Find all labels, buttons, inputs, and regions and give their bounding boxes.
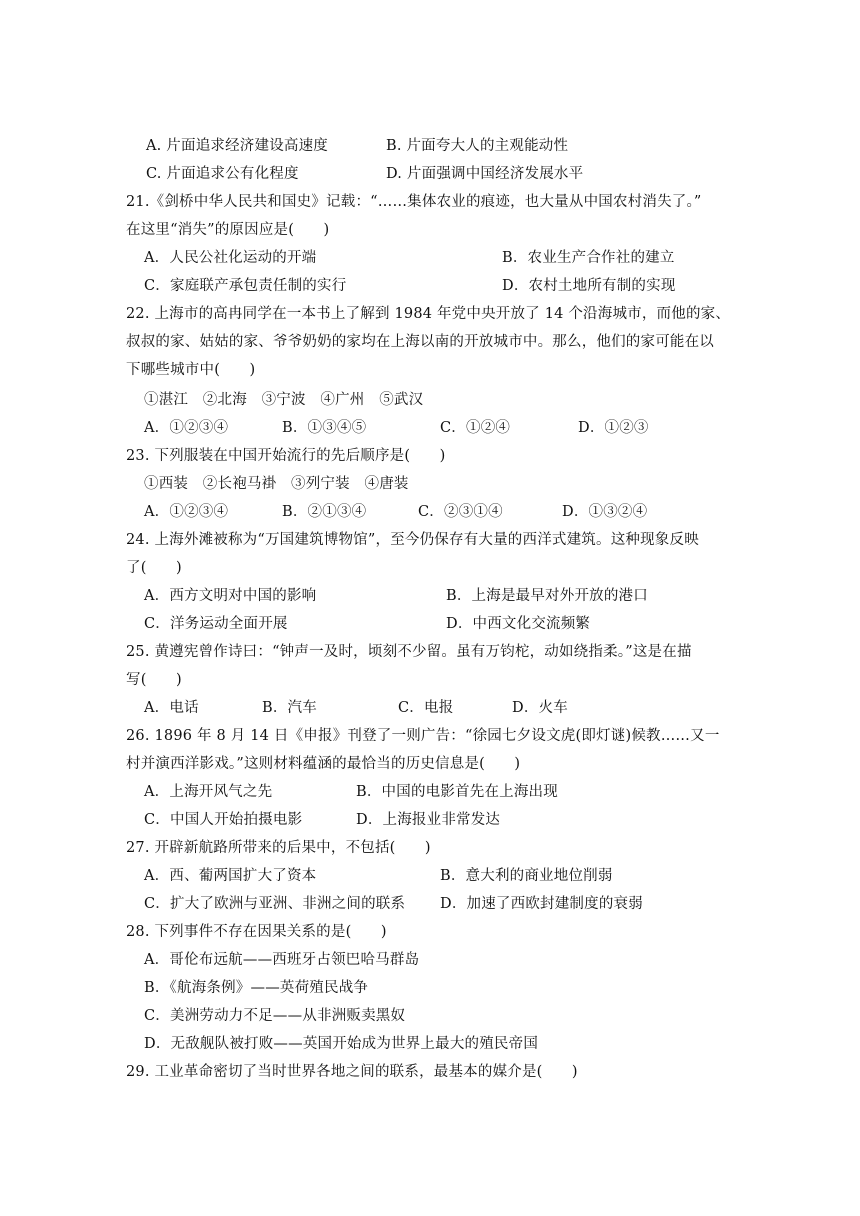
q20-option-b: B. 片面夸大人的主观能动性 <box>386 138 569 154</box>
q20-option-d: D. 片面强调中国经济发展水平 <box>386 166 584 182</box>
q20-option-c: C. 片面追求公有化程度 <box>146 166 299 182</box>
q23-stem-line1: 23. 下列服装在中国开始流行的先后顺序是( ) <box>126 448 446 464</box>
q21-stem-line1: 21.《剑桥中华人民共和国史》记载：“……集体农业的痕迹，也大量从中国农村消失了。” <box>126 194 702 210</box>
q25-stem-line1: 25. 黄遵宪曾作诗曰：“钟声一及时，顷刻不少留。虽有万钧柁，动如绕指柔。”这是在描 <box>126 644 692 660</box>
q22-option-b: B．①③④⑤ <box>282 420 367 436</box>
q24-stem-line1: 24. 上海外滩被称为“万国建筑博物馆”，至今仍保存有大量的西洋式建筑。这种现象反映 <box>126 532 699 548</box>
q25-option-b: B．汽车 <box>262 700 317 716</box>
q24-option-c: C．洋务运动全面开展 <box>144 616 288 632</box>
q28-option-b: B．《航海条例》——英荷殖民战争 <box>144 980 369 996</box>
q24-option-d: D．中西文化交流频繁 <box>446 616 591 632</box>
q28-option-d: D．无敌舰队被打败——英国开始成为世界上最大的殖民帝国 <box>144 1036 539 1052</box>
q23-items-text: ①西装 ②长袍马褂 ③列宁装 ④唐装 <box>144 476 409 492</box>
q25-option-d: D．火车 <box>512 700 568 716</box>
q26-option-d: D．上海报业非常发达 <box>356 812 501 828</box>
q23-option-c: C．②③①④ <box>418 504 503 520</box>
q23-option-b: B．②①③④ <box>282 504 367 520</box>
q23-option-d: D．①③②④ <box>562 504 648 520</box>
q22-items-text: ①湛江 ②北海 ③宁波 ④广州 ⑤武汉 <box>144 392 424 408</box>
q27-stem-line1: 27. 开辟新航路所带来的后果中，不包括( ) <box>126 840 431 856</box>
q25-option-a: A．电话 <box>144 700 199 716</box>
q28-stem-line1: 28. 下列事件不存在因果关系的是( ) <box>126 924 387 940</box>
q20-option-a: A. 片面追求经济建设高速度 <box>146 138 328 154</box>
q22-stem-line1: 22. 上海市的高冉同学在一本书上了解到 1984 年党中央开放了 14 个沿海城市，而他的家、 <box>126 306 731 322</box>
q21-option-a: A．人民公社化运动的开端 <box>144 250 317 266</box>
q26-option-b: B．中国的电影首先在上海出现 <box>356 784 558 800</box>
q27-option-c: C．扩大了欧洲与亚洲、非洲之间的联系 <box>144 896 406 912</box>
q26-stem-line1: 26. 1896 年 8 月 14 日《申报》刊登了一则广告：“徐园七夕设文虎(即灯谜)候教……又一 <box>126 728 720 744</box>
q29-stem-line1: 29. 工业革命密切了当时世界各地之间的联系，最基本的媒介是( ) <box>126 1064 578 1080</box>
q22-option-a: A．①②③④ <box>144 420 229 436</box>
q21-stem-line2: 在这里“消失”的原因应是( ) <box>126 222 330 238</box>
q26-option-a: A．上海开风气之先 <box>144 784 273 800</box>
q22-option-c: C．①②④ <box>440 420 511 436</box>
q22-stem-line3: 下哪些城市中( ) <box>126 362 256 378</box>
q24-option-a: A．西方文明对中国的影响 <box>144 588 317 604</box>
q27-option-b: B．意大利的商业地位削弱 <box>440 868 613 884</box>
q24-stem-line2: 了( ) <box>126 560 182 576</box>
q25-stem-line2: 写( ) <box>126 672 182 688</box>
q21-option-c: C．家庭联产承包责任制的实行 <box>144 278 347 294</box>
q22-option-d: D．①②③ <box>578 420 649 436</box>
q22-stem-line2: 叔叔的家、姑姑的家、爷爷奶奶的家均在上海以南的开放城市中。那么，他们的家可能在以 <box>126 334 714 350</box>
q27-option-d: D．加速了西欧封建制度的衰弱 <box>440 896 643 912</box>
q28-option-a: A．哥伦布远航——西班牙占领巴哈马群岛 <box>144 952 420 968</box>
q24-option-b: B．上海是最早对外开放的港口 <box>446 588 648 604</box>
q21-option-b: B．农业生产合作社的建立 <box>502 250 675 266</box>
q27-option-a: A．西、葡两国扩大了资本 <box>144 868 317 884</box>
q23-option-a: A．①②③④ <box>144 504 229 520</box>
q25-option-c: C．电报 <box>398 700 454 716</box>
q26-stem-line2: 村并演西洋影戏。”这则材料蕴涵的最恰当的历史信息是( ) <box>126 756 521 772</box>
q28-option-c: C．美洲劳动力不足——从非洲贩卖黑奴 <box>144 1008 406 1024</box>
q26-option-c: C．中国人开始拍摄电影 <box>144 812 303 828</box>
q21-option-d: D．农村土地所有制的实现 <box>502 278 676 294</box>
